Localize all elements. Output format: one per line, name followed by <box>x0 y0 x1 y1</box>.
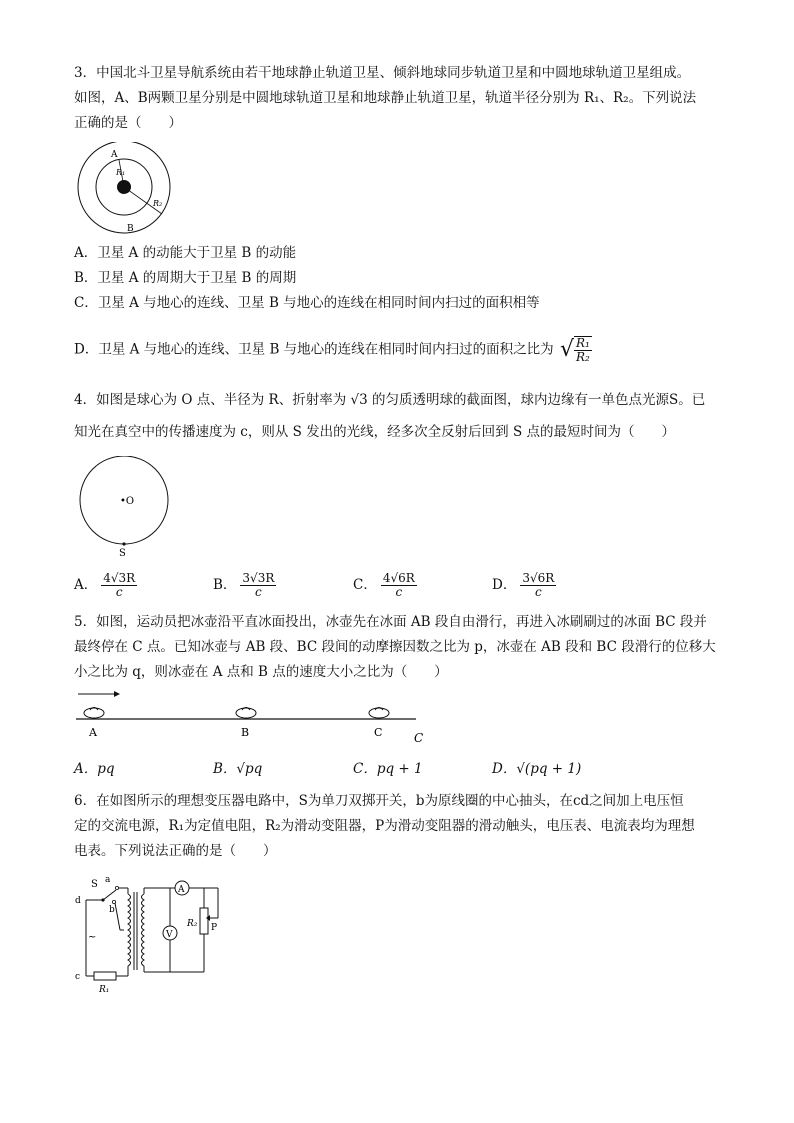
resistor-r2 <box>200 908 208 934</box>
q3-orbit-diagram <box>76 142 188 234</box>
b-tap-wire <box>115 903 120 930</box>
curling-stone-c <box>369 708 389 719</box>
q5-stem-line3: 小之比为 q，则冰壶在 A 点和 B 点的速度大小之比为（ ） <box>74 664 448 680</box>
q5-option-d: D．√(pq + 1) <box>492 761 582 777</box>
q5-option-a: A．pq <box>74 761 115 777</box>
switch-blade <box>103 890 116 900</box>
q4-option-b: B． $\frac{3√3R}{c}$ <box>213 571 275 599</box>
label-c-italic: C <box>414 731 424 744</box>
q3-stem-line2: 如图，A、B两颗卫星分别是中圆地球轨道卫星和地球静止轨道卫星，轨道半径分别为 R₁、R₂。下列说法 <box>74 90 697 106</box>
q3-option-d-text: D．卫星 A 与地心的连线、卫星 B 与地心的连线在相同时间内扫过的面积之比为 <box>74 341 554 358</box>
label-c: C <box>374 726 383 739</box>
q3-stem-line1: 3．中国北斗卫星导航系统由若干地球静止轨道卫星、倾斜地球同步轨道卫星和中圆地球轨道卫星组成。 <box>74 65 691 81</box>
label-s: S <box>119 548 126 559</box>
sqrt-expression: √ $\frac{\text{R₁}}{\text{R₂}}$ <box>559 336 590 364</box>
primary-coil <box>128 894 131 966</box>
q3-option-c: C．卫星 A 与地心的连线、卫星 B 与地心的连线在相同时间内扫过的面积相等 <box>74 295 540 311</box>
q6-transformer-circuit <box>72 866 252 996</box>
arrow-head <box>114 691 120 697</box>
label-p: P <box>211 923 218 933</box>
secondary-coil <box>142 894 145 966</box>
source-s-dot <box>122 542 125 545</box>
label-b: b <box>109 905 115 915</box>
q5-option-b: B．√pq <box>213 761 263 777</box>
label-r1: R₁ <box>116 168 126 177</box>
curling-stone-b <box>236 708 256 719</box>
q3-option-b: B．卫星 A 的周期大于卫星 B 的周期 <box>74 270 297 286</box>
label-d: d <box>75 896 81 906</box>
resistor-r1 <box>94 972 116 980</box>
q6-stem-line3: 电表。下列说法正确的是（ ） <box>74 843 277 859</box>
label-o: •O <box>120 496 135 507</box>
q5-stem-line2: 最终停在 C 点。已知冰壶与 AB 段、BC 段间的动摩擦因数之比为 p，冰壶在 AB 段和 BC 段滑行的位移大 <box>74 639 716 655</box>
curling-stone-a <box>84 708 104 719</box>
q4-option-c: C． $\frac{4√6R}{c}$ <box>353 571 415 599</box>
q6-stem-line2: 定的交流电源，R₁为定值电阻，R₂为滑动变阻器，P为滑动变阻器的滑动触头，电压表、电流表均为理想 <box>74 818 695 834</box>
q4-option-d: D． $\frac{3√6R}{c}$ <box>492 571 555 599</box>
label-ac-source: ~ <box>88 932 97 943</box>
q5-curling-diagram <box>74 688 434 744</box>
q3-option-a: A．卫星 A 的动能大于卫星 B 的动能 <box>74 245 297 261</box>
label-b: B <box>241 726 250 739</box>
q4-stem-line2: 知光在真空中的传播速度为 c，则从 S 发出的光线，经多次全反射后回到 S 点的最短时间为（ ） <box>74 424 676 440</box>
q5-option-c: C．pq + 1 <box>353 761 423 777</box>
label-b: B <box>127 224 134 234</box>
label-voltmeter: V <box>166 930 173 940</box>
q3-stem-line3: 正确的是（ ） <box>74 115 182 131</box>
sqrt-numerator: R₁ <box>576 336 590 350</box>
label-a: A <box>89 726 97 739</box>
label-a: A <box>111 150 118 160</box>
sqrt-denominator: R₂ <box>576 350 590 364</box>
q5-stem-line1: 5．如图，运动员把冰壶沿平直冰面投出，冰壶先在冰面 AB 段自由滑行，再进入冰刷刷过的冰面 BC 段并 <box>74 614 707 630</box>
q4-sphere-diagram <box>74 456 186 560</box>
label-ammeter: A <box>178 885 185 895</box>
q6-stem-line1: 6．在如图所示的理想变压器电路中，S为单刀双掷开关，b为原线圈的中心抽头，在cd之间加上电压恒 <box>74 793 684 809</box>
q4-option-a: A． $\frac{4√3R}{c}$ <box>74 571 136 599</box>
label-a: a <box>105 875 111 885</box>
label-r2: R₂ <box>153 199 163 208</box>
label-r1: R₁ <box>99 985 110 995</box>
q4-stem-line1: 4．如图是球心为 O 点、半径为 R、折射率为 √3 的匀质透明球的截面图，球内边缘有一单色点光源S。已 <box>74 392 706 408</box>
q3-option-d <box>74 336 592 364</box>
label-s: S <box>91 879 98 890</box>
label-r2: R₂ <box>187 919 198 929</box>
label-c: c <box>75 972 81 982</box>
